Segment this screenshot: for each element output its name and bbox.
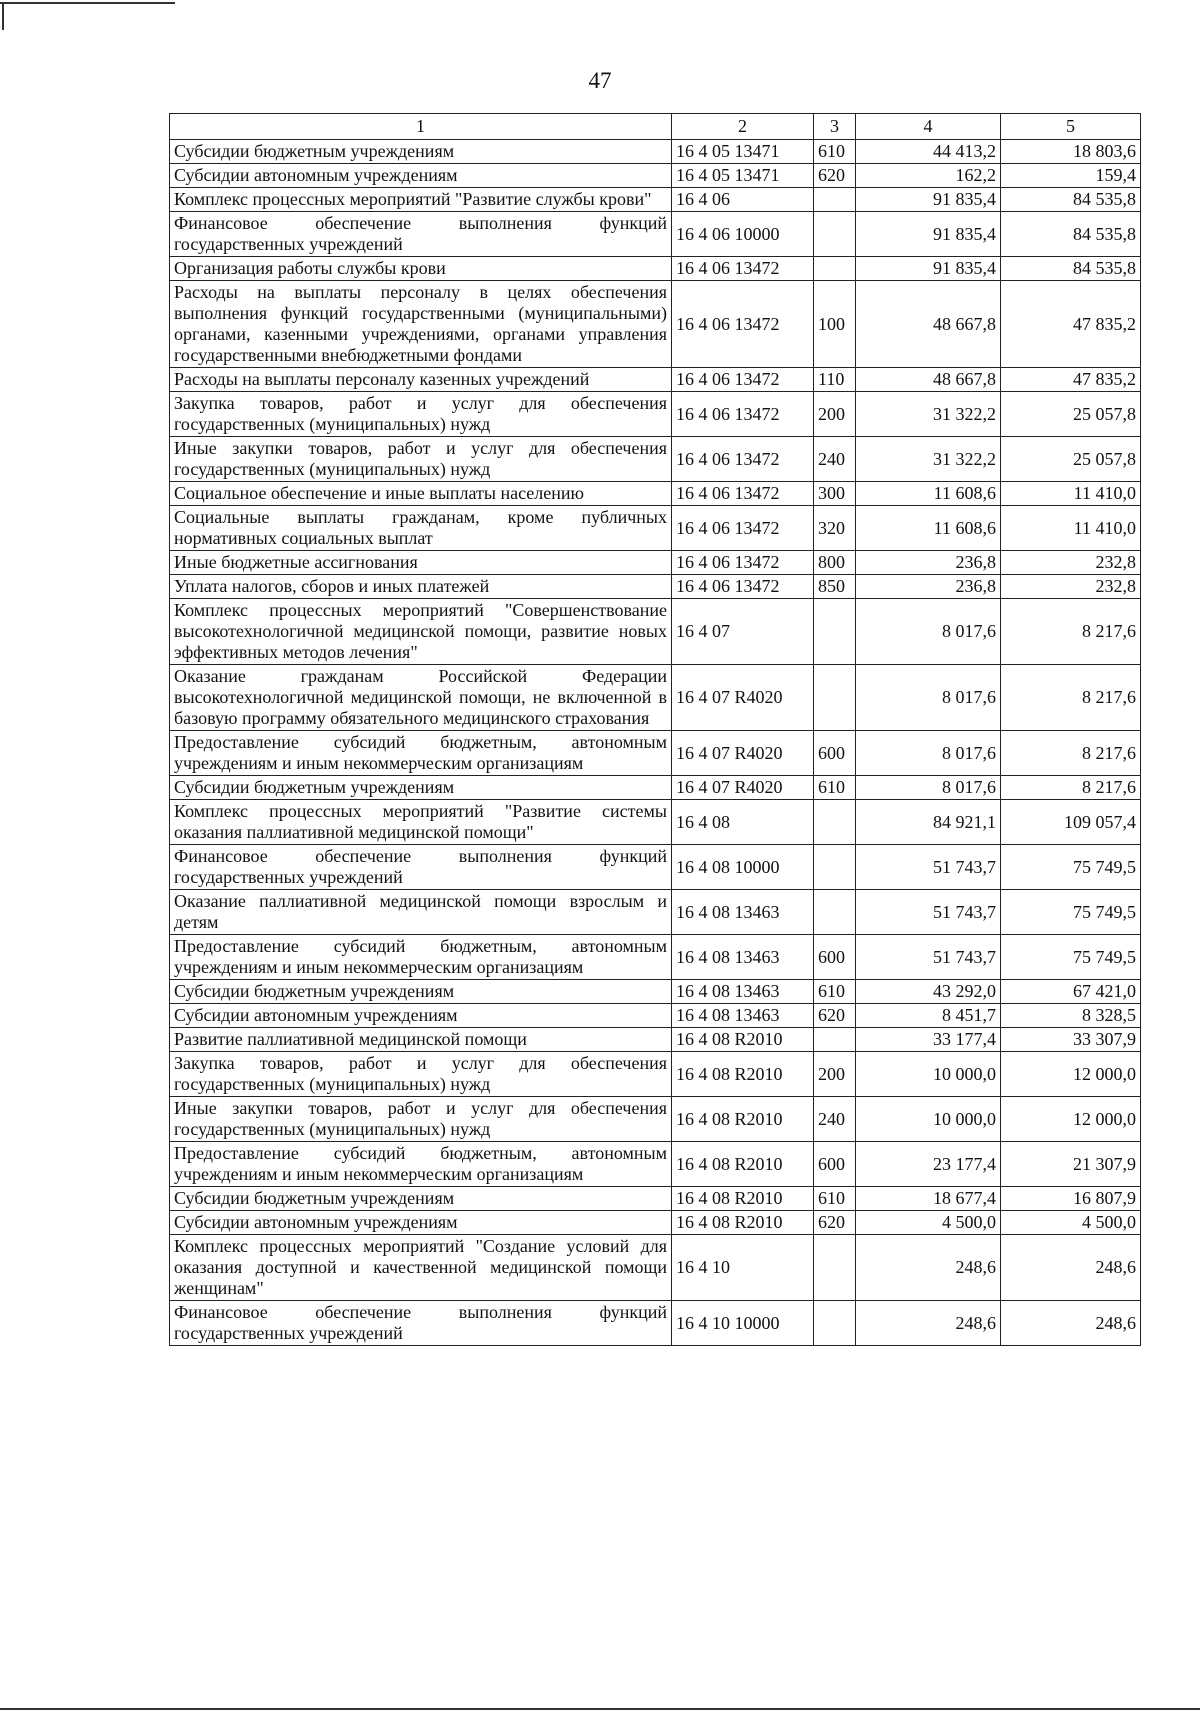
- row-name: Финансовое обеспечение выполнения функций государственных учреждений: [170, 1301, 672, 1346]
- row-value-col4: 43 292,0: [856, 980, 1001, 1004]
- row-name: Субсидии бюджетным учреждениям: [170, 776, 672, 800]
- row-value-col4: 8 017,6: [856, 776, 1001, 800]
- row-value-col5: 8 328,5: [1001, 1004, 1141, 1028]
- table-row: [170, 1235, 1141, 1301]
- row-name: Развитие паллиативной медицинской помощи: [170, 1028, 672, 1052]
- row-value-col5: 4 500,0: [1001, 1211, 1141, 1235]
- row-value-col5: 8 217,6: [1001, 665, 1141, 731]
- row-expense-type: [814, 1301, 856, 1346]
- row-expense-type: 600: [814, 731, 856, 776]
- row-expense-type: [814, 800, 856, 845]
- row-name: Закупка товаров, работ и услуг для обеспечения государственных (муниципальных) нужд: [170, 1052, 672, 1097]
- row-value-col5: 12 000,0: [1001, 1097, 1141, 1142]
- row-value-col5: 11 410,0: [1001, 506, 1141, 551]
- column-header: 4: [856, 114, 1001, 140]
- row-name: Предоставление субсидий бюджетным, автономным учреждениям и иным некоммерческим организациям: [170, 935, 672, 980]
- row-code: 16 4 06 10000: [672, 212, 814, 257]
- row-value-col4: 236,8: [856, 575, 1001, 599]
- row-code: 16 4 08 R2010: [672, 1142, 814, 1187]
- row-expense-type: 620: [814, 164, 856, 188]
- table-row: [170, 188, 1141, 212]
- table-row: [170, 575, 1141, 599]
- row-name: Комплекс процессных мероприятий "Развитие системы оказания паллиативной медицинской помощи": [170, 800, 672, 845]
- row-expense-type: 800: [814, 551, 856, 575]
- table-row: [170, 368, 1141, 392]
- row-code: 16 4 06: [672, 188, 814, 212]
- row-name: Иные бюджетные ассигнования: [170, 551, 672, 575]
- row-name: Уплата налогов, сборов и иных платежей: [170, 575, 672, 599]
- row-value-col5: 18 803,6: [1001, 140, 1141, 164]
- row-code: 16 4 08 13463: [672, 980, 814, 1004]
- row-value-col4: 31 322,2: [856, 437, 1001, 482]
- table-row: [170, 437, 1141, 482]
- row-expense-type: 100: [814, 281, 856, 368]
- page-number: 47: [588, 68, 612, 93]
- row-value-col5: 232,8: [1001, 551, 1141, 575]
- row-value-col4: 23 177,4: [856, 1142, 1001, 1187]
- row-name: Иные закупки товаров, работ и услуг для обеспечения государственных (муниципальных) нужд: [170, 437, 672, 482]
- table-row: [170, 1142, 1141, 1187]
- row-value-col4: 18 677,4: [856, 1187, 1001, 1211]
- row-code: 16 4 08: [672, 800, 814, 845]
- table-row: [170, 1052, 1141, 1097]
- row-name: Оказание паллиативной медицинской помощи взрослым и детям: [170, 890, 672, 935]
- row-code: 16 4 08 R2010: [672, 1052, 814, 1097]
- column-header: 5: [1001, 114, 1141, 140]
- budget-table: [169, 113, 1141, 1346]
- row-name: Социальное обеспечение и иные выплаты населению: [170, 482, 672, 506]
- row-value-col4: 4 500,0: [856, 1211, 1001, 1235]
- row-expense-type: [814, 1235, 856, 1301]
- row-name: Комплекс процессных мероприятий "Развитие службы крови": [170, 188, 672, 212]
- row-value-col5: 12 000,0: [1001, 1052, 1141, 1097]
- row-value-col4: 31 322,2: [856, 392, 1001, 437]
- row-value-col4: 48 667,8: [856, 281, 1001, 368]
- row-value-col5: 75 749,5: [1001, 935, 1141, 980]
- row-code: 16 4 07 R4020: [672, 776, 814, 800]
- row-expense-type: 240: [814, 437, 856, 482]
- row-code: 16 4 05 13471: [672, 140, 814, 164]
- table-body: [170, 140, 1141, 1346]
- table-row: [170, 1028, 1141, 1052]
- table-row: [170, 164, 1141, 188]
- row-value-col4: 236,8: [856, 551, 1001, 575]
- table-row: [170, 1097, 1141, 1142]
- row-value-col4: 8 017,6: [856, 731, 1001, 776]
- row-value-col5: 8 217,6: [1001, 731, 1141, 776]
- row-name: Оказание гражданам Российской Федерации высокотехнологичной медицинской помощи, не включенной в базовую программу обязательного медицинского страхования: [170, 665, 672, 731]
- row-expense-type: 610: [814, 1187, 856, 1211]
- row-expense-type: 200: [814, 392, 856, 437]
- row-value-col5: 16 807,9: [1001, 1187, 1141, 1211]
- row-expense-type: [814, 665, 856, 731]
- table-row: [170, 731, 1141, 776]
- row-name: Расходы на выплаты персоналу в целях обеспечения выполнения функций государственными (муниципальными) органами, казенными учреждениями, органами управления государственными внебюджетными фондами: [170, 281, 672, 368]
- row-code: 16 4 08 R2010: [672, 1097, 814, 1142]
- row-expense-type: 610: [814, 980, 856, 1004]
- row-value-col5: 8 217,6: [1001, 776, 1141, 800]
- table-row: [170, 281, 1141, 368]
- table-row: [170, 935, 1141, 980]
- row-value-col5: 84 535,8: [1001, 188, 1141, 212]
- row-expense-type: [814, 212, 856, 257]
- row-name: Предоставление субсидий бюджетным, автономным учреждениям и иным некоммерческим организациям: [170, 1142, 672, 1187]
- row-name: Комплекс процессных мероприятий "Создание условий для оказания доступной и качественной медицинской помощи женщинам": [170, 1235, 672, 1301]
- row-expense-type: [814, 890, 856, 935]
- row-code: 16 4 06 13472: [672, 392, 814, 437]
- row-code: 16 4 06 13472: [672, 551, 814, 575]
- table-row: [170, 890, 1141, 935]
- row-name: Комплекс процессных мероприятий "Совершенствование высокотехнологичной медицинской помощи, развитие новых эффективных методов лечения": [170, 599, 672, 665]
- row-value-col4: 91 835,4: [856, 212, 1001, 257]
- row-name: Организация работы службы крови: [170, 257, 672, 281]
- row-name: Субсидии бюджетным учреждениям: [170, 980, 672, 1004]
- row-value-col4: 248,6: [856, 1235, 1001, 1301]
- row-expense-type: [814, 845, 856, 890]
- row-name: Субсидии автономным учреждениям: [170, 1211, 672, 1235]
- row-value-col4: 162,2: [856, 164, 1001, 188]
- row-name: Расходы на выплаты персоналу казенных учреждений: [170, 368, 672, 392]
- row-value-col5: 248,6: [1001, 1235, 1141, 1301]
- row-expense-type: [814, 257, 856, 281]
- row-value-col5: 11 410,0: [1001, 482, 1141, 506]
- row-value-col5: 159,4: [1001, 164, 1141, 188]
- table-row: [170, 1004, 1141, 1028]
- row-value-col5: 67 421,0: [1001, 980, 1141, 1004]
- row-expense-type: 610: [814, 776, 856, 800]
- table-row: [170, 140, 1141, 164]
- column-header: 1: [170, 114, 672, 140]
- row-value-col5: 75 749,5: [1001, 845, 1141, 890]
- row-value-col4: 33 177,4: [856, 1028, 1001, 1052]
- row-expense-type: 620: [814, 1004, 856, 1028]
- row-code: 16 4 10: [672, 1235, 814, 1301]
- table-row: [170, 800, 1141, 845]
- table-row: [170, 1187, 1141, 1211]
- row-expense-type: 240: [814, 1097, 856, 1142]
- row-name: Финансовое обеспечение выполнения функций государственных учреждений: [170, 212, 672, 257]
- row-value-col4: 84 921,1: [856, 800, 1001, 845]
- row-value-col5: 109 057,4: [1001, 800, 1141, 845]
- row-value-col4: 8 017,6: [856, 599, 1001, 665]
- row-name: Финансовое обеспечение выполнения функций государственных учреждений: [170, 845, 672, 890]
- row-name: Закупка товаров, работ и услуг для обеспечения государственных (муниципальных) нужд: [170, 392, 672, 437]
- row-expense-type: 110: [814, 368, 856, 392]
- row-value-col5: 25 057,8: [1001, 392, 1141, 437]
- row-expense-type: 300: [814, 482, 856, 506]
- table-row: [170, 776, 1141, 800]
- column-header: 2: [672, 114, 814, 140]
- row-value-col5: 84 535,8: [1001, 212, 1141, 257]
- row-value-col5: 47 835,2: [1001, 281, 1141, 368]
- row-value-col5: 21 307,9: [1001, 1142, 1141, 1187]
- row-value-col4: 51 743,7: [856, 845, 1001, 890]
- table-row: [170, 212, 1141, 257]
- row-code: 16 4 10 10000: [672, 1301, 814, 1346]
- row-expense-type: [814, 188, 856, 212]
- table-row: [170, 551, 1141, 575]
- row-name: Субсидии автономным учреждениям: [170, 164, 672, 188]
- row-code: 16 4 08 R2010: [672, 1211, 814, 1235]
- row-code: 16 4 06 13472: [672, 281, 814, 368]
- row-name: Социальные выплаты гражданам, кроме публичных нормативных социальных выплат: [170, 506, 672, 551]
- table-row: [170, 392, 1141, 437]
- table-row: [170, 980, 1141, 1004]
- table-row: [170, 257, 1141, 281]
- row-value-col5: 75 749,5: [1001, 890, 1141, 935]
- row-code: 16 4 08 R2010: [672, 1028, 814, 1052]
- row-value-col4: 51 743,7: [856, 890, 1001, 935]
- row-expense-type: [814, 1028, 856, 1052]
- row-value-col4: 8 451,7: [856, 1004, 1001, 1028]
- row-expense-type: 620: [814, 1211, 856, 1235]
- table-row: [170, 599, 1141, 665]
- row-value-col5: 248,6: [1001, 1301, 1141, 1346]
- table-row: [170, 506, 1141, 551]
- row-value-col5: 33 307,9: [1001, 1028, 1141, 1052]
- row-value-col4: 44 413,2: [856, 140, 1001, 164]
- row-expense-type: 200: [814, 1052, 856, 1097]
- row-code: 16 4 06 13472: [672, 257, 814, 281]
- table-row: [170, 482, 1141, 506]
- row-value-col4: 10 000,0: [856, 1097, 1001, 1142]
- row-code: 16 4 06 13472: [672, 506, 814, 551]
- row-value-col5: 47 835,2: [1001, 368, 1141, 392]
- row-code: 16 4 06 13472: [672, 482, 814, 506]
- scan-edge-top: [0, 2, 175, 4]
- row-value-col4: 248,6: [856, 1301, 1001, 1346]
- table-row: [170, 1301, 1141, 1346]
- table-header-row: [170, 114, 1141, 140]
- row-value-col4: 48 667,8: [856, 368, 1001, 392]
- row-value-col4: 91 835,4: [856, 188, 1001, 212]
- row-code: 16 4 07 R4020: [672, 665, 814, 731]
- scan-edge-left: [2, 2, 4, 30]
- row-value-col4: 11 608,6: [856, 506, 1001, 551]
- row-code: 16 4 05 13471: [672, 164, 814, 188]
- row-value-col4: 8 017,6: [856, 665, 1001, 731]
- scan-edge-bottom: [0, 1708, 1200, 1710]
- row-value-col5: 84 535,8: [1001, 257, 1141, 281]
- row-expense-type: 610: [814, 140, 856, 164]
- row-expense-type: 850: [814, 575, 856, 599]
- row-value-col4: 51 743,7: [856, 935, 1001, 980]
- row-value-col4: 10 000,0: [856, 1052, 1001, 1097]
- table-row: [170, 665, 1141, 731]
- row-value-col5: 8 217,6: [1001, 599, 1141, 665]
- column-header: 3: [814, 114, 856, 140]
- row-name: Субсидии бюджетным учреждениям: [170, 1187, 672, 1211]
- row-name: Субсидии бюджетным учреждениям: [170, 140, 672, 164]
- table-row: [170, 1211, 1141, 1235]
- row-code: 16 4 06 13472: [672, 368, 814, 392]
- row-expense-type: 320: [814, 506, 856, 551]
- row-code: 16 4 08 13463: [672, 1004, 814, 1028]
- row-code: 16 4 08 10000: [672, 845, 814, 890]
- row-code: 16 4 08 13463: [672, 890, 814, 935]
- row-code: 16 4 08 R2010: [672, 1187, 814, 1211]
- row-expense-type: 600: [814, 1142, 856, 1187]
- row-code: 16 4 06 13472: [672, 575, 814, 599]
- row-name: Иные закупки товаров, работ и услуг для обеспечения государственных (муниципальных) нужд: [170, 1097, 672, 1142]
- row-value-col5: 232,8: [1001, 575, 1141, 599]
- row-code: 16 4 06 13472: [672, 437, 814, 482]
- table-row: [170, 845, 1141, 890]
- row-value-col4: 11 608,6: [856, 482, 1001, 506]
- row-name: Субсидии автономным учреждениям: [170, 1004, 672, 1028]
- row-name: Предоставление субсидий бюджетным, автономным учреждениям и иным некоммерческим организациям: [170, 731, 672, 776]
- row-value-col4: 91 835,4: [856, 257, 1001, 281]
- row-expense-type: 600: [814, 935, 856, 980]
- row-expense-type: [814, 599, 856, 665]
- row-code: 16 4 08 13463: [672, 935, 814, 980]
- row-value-col5: 25 057,8: [1001, 437, 1141, 482]
- row-code: 16 4 07 R4020: [672, 731, 814, 776]
- row-code: 16 4 07: [672, 599, 814, 665]
